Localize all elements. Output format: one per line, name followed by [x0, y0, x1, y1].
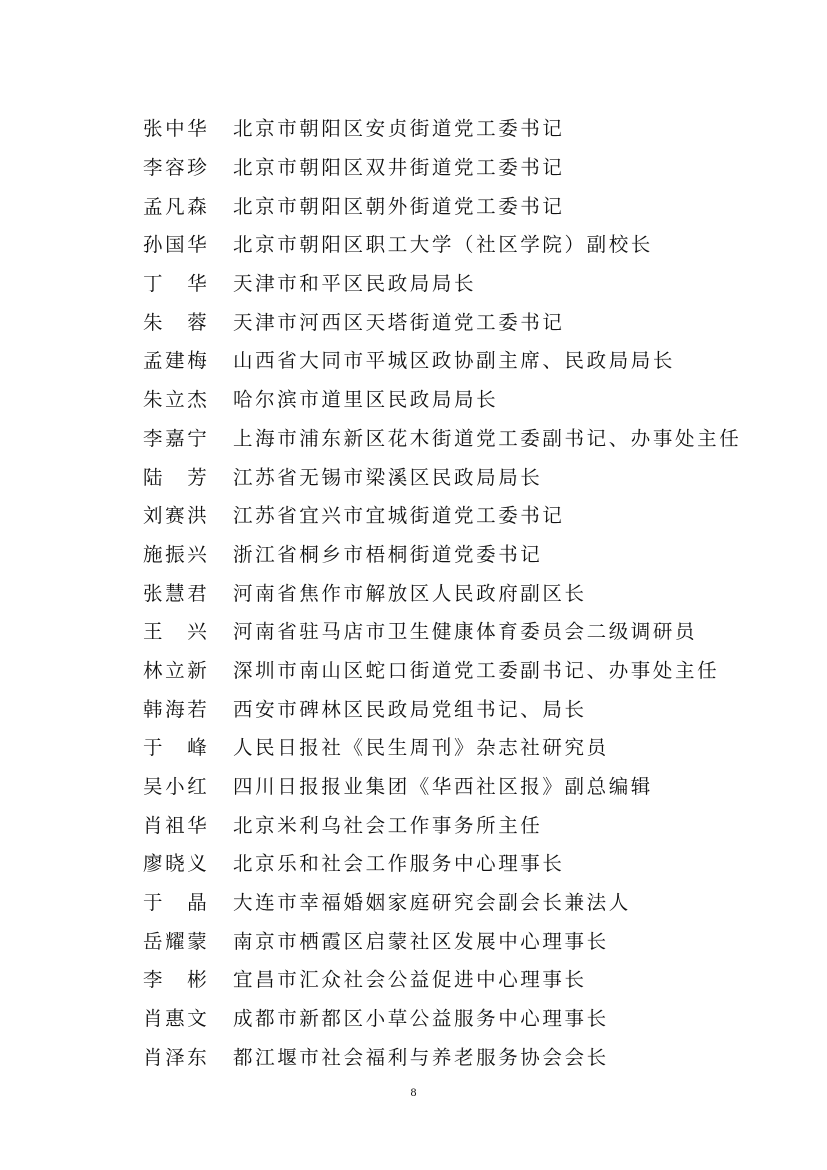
- member-name: 吴小红: [143, 775, 210, 799]
- member-title: 西安市碑林区民政局党组书记、局长: [233, 697, 587, 721]
- member-name: 李 彬: [143, 968, 210, 992]
- member-name: 肖祖华: [143, 813, 210, 837]
- member-title: 北京市朝阳区双井街道党工委书记: [233, 156, 565, 180]
- member-name: 施振兴: [143, 542, 210, 566]
- member-title: 四川日报报业集团《华西社区报》副总编辑: [233, 775, 653, 799]
- roster-row: [143, 418, 783, 457]
- member-title: 成都市新都区小草公益服务中心理事长: [233, 1007, 609, 1031]
- roster-row: [143, 495, 783, 534]
- roster-row: [143, 727, 783, 766]
- member-title: 河南省焦作市解放区人民政府副区长: [233, 581, 587, 605]
- member-name: 孙国华: [143, 233, 210, 257]
- roster-row: [143, 882, 783, 921]
- member-title: 天津市和平区民政局局长: [233, 272, 477, 296]
- member-title: 南京市栖霞区启蒙社区发展中心理事长: [233, 929, 609, 953]
- member-name: 于 晶: [143, 891, 210, 915]
- member-name: 张慧君: [143, 581, 210, 605]
- member-name: 孟凡森: [143, 194, 210, 218]
- roster-row: [143, 998, 783, 1037]
- member-name: 廖晓义: [143, 852, 210, 876]
- roster-row: [143, 456, 783, 495]
- member-name: 肖泽东: [143, 1045, 210, 1069]
- member-name: 丁 华: [143, 272, 210, 296]
- page-number: 8: [410, 1085, 417, 1099]
- member-title: 天津市河西区天塔街道党工委书记: [233, 310, 565, 334]
- roster-row: [143, 1037, 783, 1076]
- roster-row: [143, 263, 783, 302]
- member-title: 哈尔滨市道里区民政局局长: [233, 388, 499, 412]
- member-name: 韩海若: [143, 697, 210, 721]
- roster-row: [143, 611, 783, 650]
- roster-row: [143, 920, 783, 959]
- member-name: 刘赛洪: [143, 504, 210, 528]
- roster-row: [143, 650, 783, 689]
- member-title: 江苏省宜兴市宜城街道党工委书记: [233, 504, 565, 528]
- member-name: 林立新: [143, 658, 210, 682]
- member-title: 都江堰市社会福利与养老服务协会会长: [233, 1045, 609, 1069]
- roster-row: [143, 843, 783, 882]
- roster-row: [143, 147, 783, 186]
- member-title: 北京市朝阳区安贞街道党工委书记: [233, 117, 565, 141]
- roster-row: [143, 301, 783, 340]
- member-name: 李嘉宁: [143, 426, 210, 450]
- roster-row: [143, 959, 783, 998]
- roster-row: [143, 185, 783, 224]
- member-title: 人民日报社《民生周刊》杂志社研究员: [233, 736, 609, 760]
- member-title: 山西省大同市平城区政协副主席、民政局局长: [233, 349, 676, 373]
- member-name: 李容珍: [143, 156, 210, 180]
- roster-row: [143, 804, 783, 843]
- roster-row: [143, 766, 783, 805]
- member-title: 北京市朝阳区职工大学（社区学院）副校长: [233, 233, 653, 257]
- member-title: 深圳市南山区蛇口街道党工委副书记、办事处主任: [233, 658, 720, 682]
- roster-row: [143, 688, 783, 727]
- roster-row: [143, 340, 783, 379]
- member-name: 孟建梅: [143, 349, 210, 373]
- roster-row: [143, 224, 783, 263]
- roster-row: [143, 379, 783, 418]
- member-title: 浙江省桐乡市梧桐街道党委书记: [233, 542, 543, 566]
- member-title: 河南省驻马店市卫生健康体育委员会二级调研员: [233, 620, 698, 644]
- member-name: 肖惠文: [143, 1007, 210, 1031]
- member-title: 北京米利乌社会工作事务所主任: [233, 813, 543, 837]
- member-name: 岳耀蒙: [143, 929, 210, 953]
- member-title: 北京市朝阳区朝外街道党工委书记: [233, 194, 565, 218]
- member-name: 于 峰: [143, 736, 210, 760]
- member-name: 朱 蓉: [143, 310, 210, 334]
- member-name: 朱立杰: [143, 388, 210, 412]
- member-name: 王 兴: [143, 620, 210, 644]
- member-title: 北京乐和社会工作服务中心理事长: [233, 852, 565, 876]
- member-title: 江苏省无锡市梁溪区民政局局长: [233, 465, 543, 489]
- member-title: 宜昌市汇众社会公益促进中心理事长: [233, 968, 587, 992]
- member-name: 陆 芳: [143, 465, 210, 489]
- member-title: 大连市幸福婚姻家庭研究会副会长兼法人: [233, 891, 631, 915]
- roster-row: [143, 572, 783, 611]
- member-roster: [143, 108, 783, 1075]
- member-name: 张中华: [143, 117, 210, 141]
- roster-row: [143, 108, 783, 147]
- roster-row: [143, 534, 783, 573]
- member-title: 上海市浦东新区花木街道党工委副书记、办事处主任: [233, 426, 742, 450]
